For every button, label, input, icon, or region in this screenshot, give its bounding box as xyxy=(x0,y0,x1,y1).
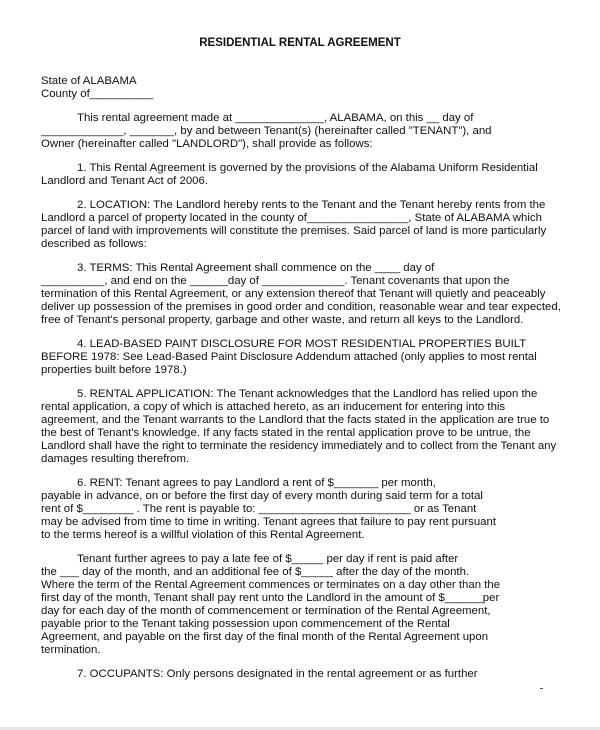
text-line: properties built before 1978.) xyxy=(41,364,187,376)
text-line: Landlord and Tenant Act of 2006. xyxy=(41,175,208,187)
text-line: rent of $________ . The rent is payable to: ________________________ or as Tenant xyxy=(41,503,477,515)
text-line: first day of the month, Tenant shall pay rent unto the Landlord in the amount of $______per xyxy=(41,592,500,604)
paragraph xyxy=(41,477,561,542)
text-line: _____________, _______, by and between Tenant(s) (hereinafter called "TENANT"), and xyxy=(41,125,492,137)
text-line: free of Tenant's personal property, garbage and other waste, and return all keys to the Landlord. xyxy=(41,314,524,326)
text-line: the best of Tenant's knowledge. If any facts stated in the rental application prove to be untrue, the xyxy=(41,427,531,439)
text-line: may be advised from time to time in writing. Tenant agrees that failure to pay rent pursuant xyxy=(41,516,497,528)
text-line: day for each day of the month of commencement or termination of the Rental Agreement, xyxy=(41,605,491,617)
text-line: termination. xyxy=(41,644,101,656)
paragraph xyxy=(41,112,561,151)
text-line: agreement, and the Tenant warrants to the Landlord that the facts stated in the application are true to xyxy=(41,414,550,426)
paragraph xyxy=(41,262,561,327)
text-line: 7. OCCUPANTS: Only persons designated in the rental agreement or as further xyxy=(77,668,478,680)
paragraph xyxy=(41,75,561,101)
text-line: Owner (hereinafter called "LANDLORD"), shall provide as follows: xyxy=(41,138,373,150)
text-line: rental application, a copy of which is attached hereto, as an inducement for entering into this xyxy=(41,401,506,413)
text-line: Tenant further agrees to pay a late fee of $_____ per day if rent is paid after xyxy=(77,553,459,565)
paragraph xyxy=(41,162,561,188)
paragraph xyxy=(41,199,561,251)
paragraph xyxy=(41,338,561,377)
text-line: the ___ day of the month, and an additional fee of $_____ after the day of the month. xyxy=(41,566,470,578)
text-line: payable prior to the Tenant taking possession upon commencement of the Rental xyxy=(41,618,450,630)
text-line: This rental agreement made at ______________, ALABAMA, on this __ day of xyxy=(77,112,474,124)
text-line: to the terms hereof is a willful violation of this Rental Agreement. xyxy=(41,529,365,541)
text-line: termination of this Rental Agreement, or any extension thereof that Tenant will quietly and peaceably xyxy=(41,288,546,300)
text-line: County of__________ xyxy=(41,88,154,100)
text-line: parcel of land with improvements will constitute the premises. Said parcel of land is more particularly xyxy=(41,225,547,237)
text-line: 4. LEAD-BASED PAINT DISCLOSURE FOR MOST RESIDENTIAL PROPERTIES BUILT xyxy=(77,338,527,350)
text-line: __________, and end on the ______day of _____________. Tenant covenants that upon the xyxy=(41,275,510,287)
paragraph xyxy=(41,553,561,657)
text-line: Landlord a parcel of property located in the county of________________, State of ALABAMA which xyxy=(41,212,542,224)
text-line: 6. RENT: Tenant agrees to pay Landlord a rent of $_______ per month, xyxy=(77,477,436,489)
text-line: Agreement, and payable on the first day of the final month of the Rental Agreement upon xyxy=(41,631,489,643)
text-line: 1. This Rental Agreement is governed by the provisions of the Alabama Uniform Residential xyxy=(77,162,538,174)
paragraph xyxy=(41,388,561,466)
paragraph xyxy=(41,668,561,681)
page-mark xyxy=(540,688,543,689)
text-line: payable in advance, on or before the first day of every month during said term for a total xyxy=(41,490,483,502)
text-line: Landlord shall have the right to terminate the residency immediately and to collect from the Tenant any xyxy=(41,440,557,452)
text-line: 3. TERMS: This Rental Agreement shall commence on the ____ day of xyxy=(77,262,435,274)
text-line: deliver up possession of the premises in good order and condition, reasonable wear and tear expected, xyxy=(41,301,561,313)
text-line: damages resulting therefrom. xyxy=(41,453,190,465)
text-line: State of ALABAMA xyxy=(41,75,137,87)
document-body xyxy=(41,75,561,692)
text-line: 2. LOCATION: The Landlord hereby rents to the Tenant and the Tenant hereby rents from the xyxy=(77,199,546,211)
document-title: RESIDENTIAL RENTAL AGREEMENT xyxy=(199,37,401,49)
text-line: Where the term of the Rental Agreement commences or terminates on a day other than the xyxy=(41,579,501,591)
text-line: 5. RENTAL APPLICATION: The Tenant acknowledges that the Landlord has relied upon the xyxy=(77,388,538,400)
text-line: described as follows: xyxy=(41,238,147,250)
text-line: BEFORE 1978: See Lead-Based Paint Disclosure Addendum attached (only applies to most rental xyxy=(41,351,537,363)
